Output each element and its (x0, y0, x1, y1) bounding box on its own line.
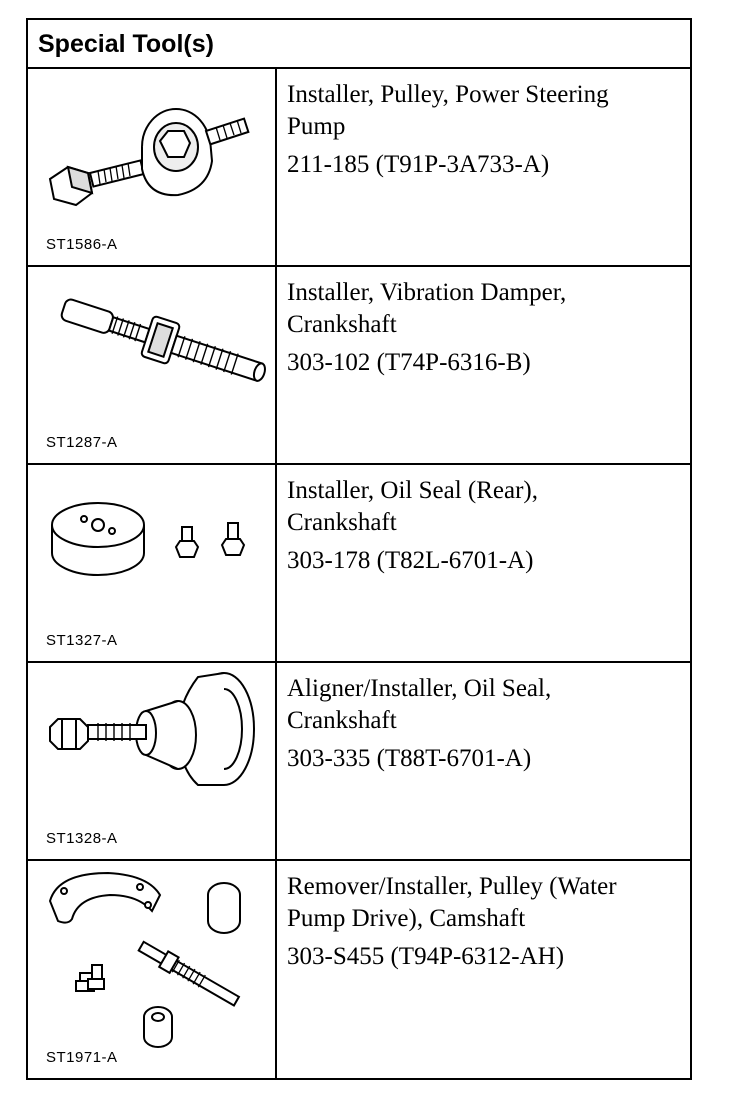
tool-name-line: Crankshaft (287, 311, 397, 338)
tool-name-line: Aligner/Installer, Oil Seal, (287, 675, 552, 702)
tool-illustration-cell (28, 69, 277, 265)
special-tools-table (26, 18, 692, 1080)
tool-name-line: Crankshaft (287, 707, 397, 734)
tool-description (287, 871, 682, 973)
table-row (28, 861, 690, 1078)
tool-part-number: 303-102 (T74P-6316-B) (287, 349, 531, 376)
tool-description (287, 673, 682, 775)
tool-illustration-cell (28, 465, 277, 661)
table-row (28, 267, 690, 465)
tool-image-code: ST1586-A (46, 236, 118, 253)
tool-part-number: 303-S455 (T94P-6312-AH) (287, 943, 565, 970)
tool-name-line: Pump Drive), Camshaft (287, 905, 526, 932)
tool-name-line: Installer, Pulley, Power Steering (287, 81, 609, 108)
tool-image-code: ST1328-A (46, 830, 118, 847)
table-header: Special Tool(s) (28, 20, 690, 69)
tool-part-number: 211-185 (T91P-3A733-A) (287, 151, 550, 178)
tool-part-number: 303-178 (T82L-6701-A) (287, 547, 534, 574)
tool-name-line: Pump (287, 113, 346, 140)
tool-part-number: 303-335 (T88T-6701-A) (287, 745, 532, 772)
tool-image-code: ST1327-A (46, 632, 118, 649)
tool-name-line: Crankshaft (287, 509, 397, 536)
pulley-remover-installer-illustration (28, 861, 275, 1076)
table-row (28, 663, 690, 861)
tool-image-code: ST1287-A (46, 434, 118, 451)
tool-description (287, 475, 682, 577)
tool-illustration-cell (28, 663, 277, 859)
tool-description (287, 277, 682, 379)
tool-illustration-cell (28, 861, 277, 1078)
tool-name-line: Installer, Oil Seal (Rear), (287, 477, 538, 504)
tool-illustration-cell (28, 267, 277, 463)
tool-name-line: Installer, Vibration Damper, (287, 279, 567, 306)
tool-image-code: ST1971-A (46, 1049, 118, 1066)
table-row (28, 465, 690, 663)
tool-description (287, 79, 682, 181)
tool-name-line: Remover/Installer, Pulley (Water (287, 873, 617, 900)
table-row (28, 69, 690, 267)
